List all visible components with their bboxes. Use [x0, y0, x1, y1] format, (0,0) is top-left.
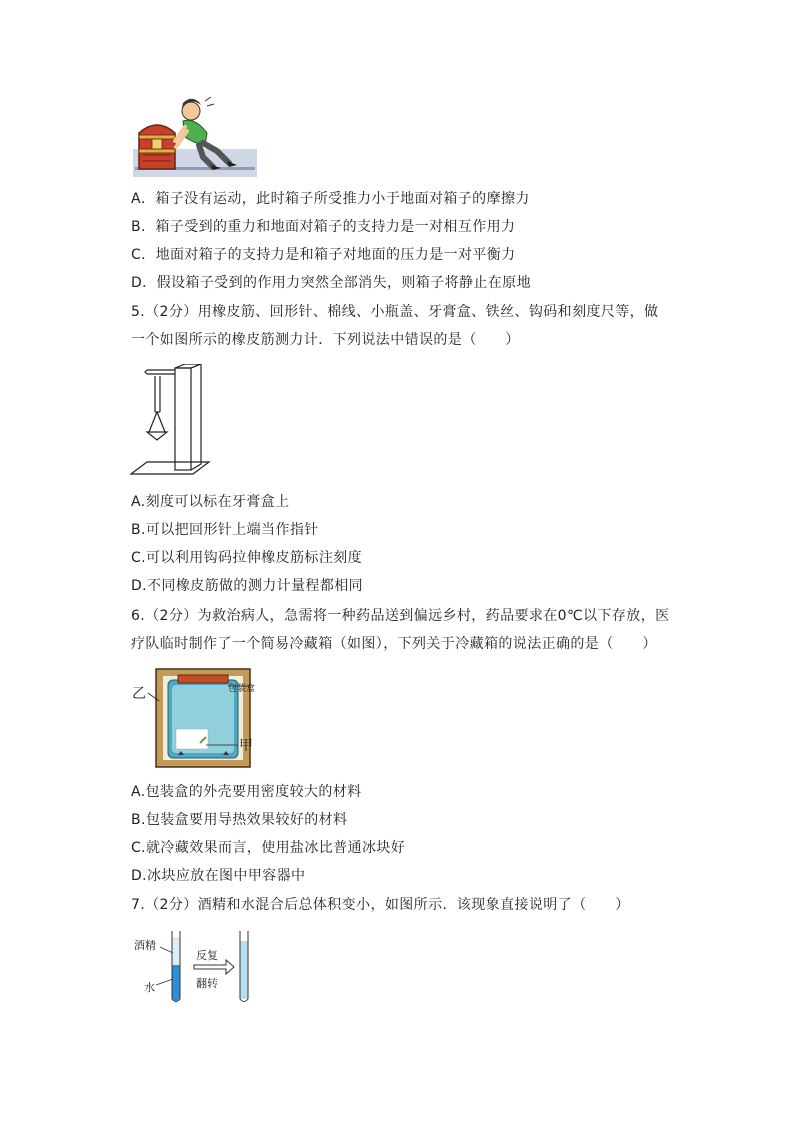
q4-option-c: C．地面对箱子的支持力是和箱子对地面的压力是一对平衡力	[131, 247, 516, 263]
label-action1: 反复	[196, 949, 218, 962]
q5-option-b: B.可以把回形针上端当作指针	[131, 522, 319, 538]
q6-stem-line2: 疗队临时制作了一个简易冷藏箱（如图），下列关于冷藏箱的说法正确的是（ ）	[131, 636, 657, 652]
q7-stem: 7.（2分）酒精和水混合后总体积变小，如图所示．该现象直接说明了（ ）	[131, 897, 630, 913]
label-water: 水	[144, 981, 155, 994]
label-box: 包装盒	[228, 684, 256, 694]
q4-option-b: B．箱子受到的重力和地面对箱子的支持力是一对相互作用力	[131, 219, 516, 235]
q4-option-d: D．假设箱子受到的作用力突然全部消失，则箱子将静止在原地	[131, 275, 531, 291]
label-alcohol: 酒精	[134, 939, 156, 952]
q5-option-d: D.不同橡皮筋做的测力计量程都相同	[131, 578, 364, 594]
q4-option-a: A．箱子没有运动，此时箱子所受推力小于地面对箱子的摩擦力	[131, 191, 530, 207]
label-jia: 甲	[239, 738, 253, 754]
q5-stem-line2: 一个如图所示的橡皮筋测力计．下列说法中错误的是（ ）	[131, 332, 520, 348]
q5-option-c: C.可以利用钩码拉伸橡皮筋标注刻度	[131, 550, 363, 566]
q6-stem-line1: 6.（2分）为救治病人，急需将一种药品送到偏远乡村，药品要求在0℃以下存放，医	[131, 608, 670, 624]
rubber-band-dynamometer-figure	[129, 364, 211, 478]
q5-stem-line1: 5.（2分）用橡皮筋、回形针、棉线、小瓶盖、牙膏盒、铁丝、钩码和刻度尺等，做	[131, 304, 659, 320]
q6-option-c: C.就冷藏效果而言，使用盐冰比普通冰块好	[131, 840, 406, 856]
q6-option-a: A.包装盒的外壳要用密度较大的材料	[131, 784, 362, 800]
label-yi: 乙	[132, 686, 146, 702]
test-tube-figure	[130, 927, 260, 1007]
pushing-box-figure	[133, 95, 257, 177]
cooler-box-figure	[128, 667, 268, 769]
q5-option-a: A.刻度可以标在牙膏盒上	[131, 494, 290, 510]
q6-option-d: D.冰块应放在图中甲容器中	[131, 868, 306, 884]
label-action2: 翻转	[196, 977, 218, 990]
q6-option-b: B.包装盒要用导热效果较好的材料	[131, 812, 348, 828]
